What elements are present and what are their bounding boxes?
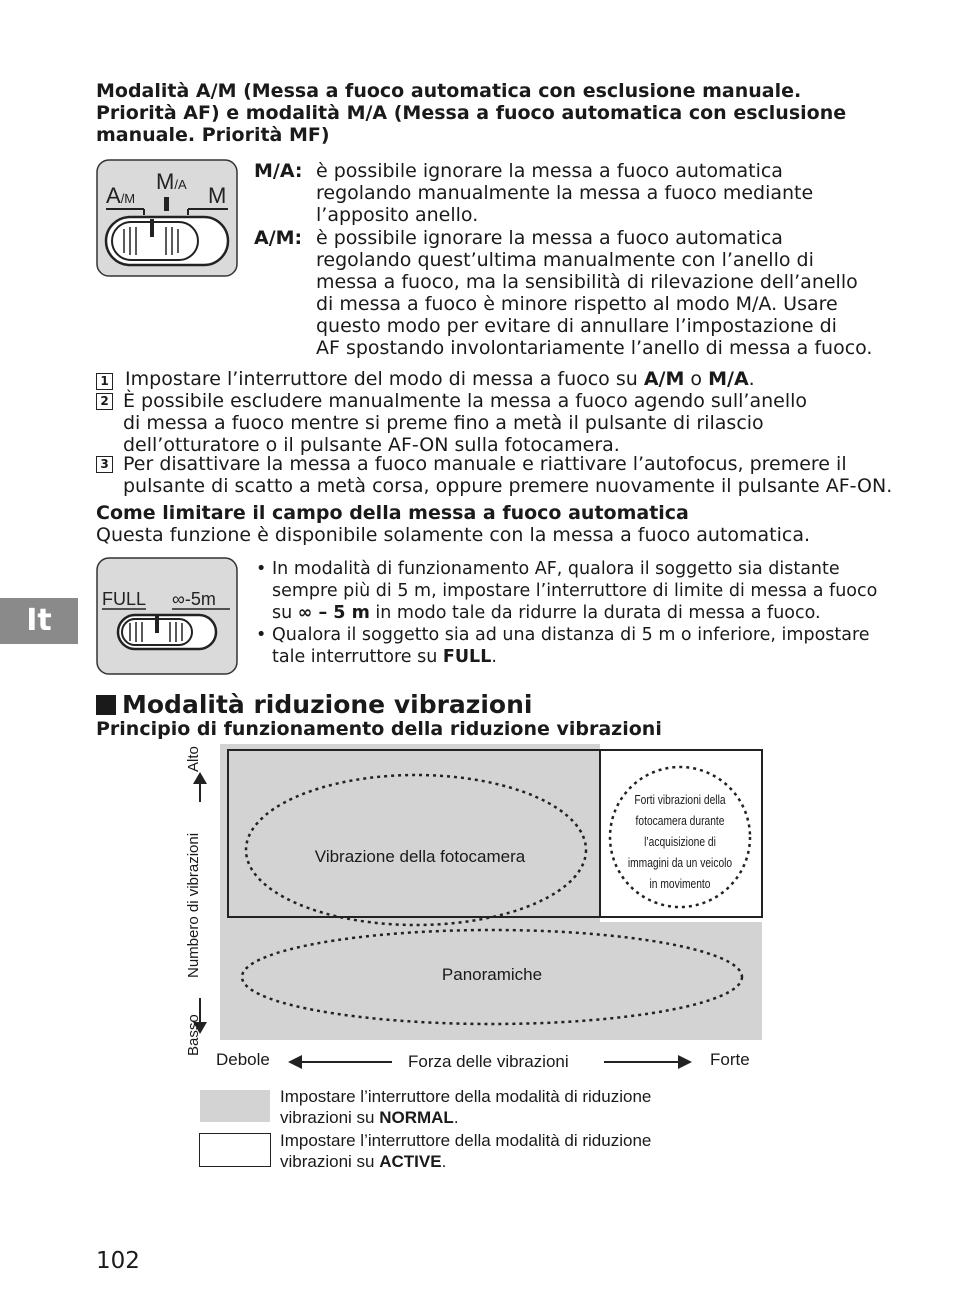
am-ma-heading: Modalità A/M (Messa a fuoco automatica con esclusione manuale. Priorità AF) e modalità M/A (Messa a fuoco automatica con esclusione manuale. Priorità MF): [96, 80, 847, 146]
page-number: 102: [96, 1248, 140, 1274]
focus-limit-bullets: [256, 558, 896, 668]
legend-active-swatch: [199, 1133, 271, 1167]
legend-normal-swatch: [200, 1090, 270, 1122]
svg-text:M: M: [208, 183, 227, 208]
square-bullet-icon: [96, 695, 116, 715]
svg-text:∞-5m: ∞-5m: [172, 589, 216, 609]
step-number: 2: [96, 393, 113, 410]
legend-normal-text: Impostare l’interruttore della modalità di riduzione vibrazioni su NORMAL.: [280, 1087, 652, 1127]
strong-vibration-label: Forti vibrazioni della fotocamera durante l’acquisizione di immagini da un veicolo in movimento: [627, 793, 733, 891]
bullet-icon: •: [256, 625, 267, 645]
x-axis-high-label: Forte: [710, 1050, 750, 1069]
step-number: 3: [96, 456, 113, 473]
bullet-item: • In modalità di funzionamento AF, qualora il soggetto sia distante sempre più di 5 m, impostare l’interruttore di limite di messa a fuoco su ∞ – 5 m in modo tale da ridurre la durata di messa a fuoco.: [256, 559, 878, 623]
step-2: 2 È possibile escludere manualmente la messa a fuoco agendo sull’anello di messa a fuoco mentre si preme fino a metà il pulsante di rilascio dell’otturatore o il pulsante AF-ON sulla fotocamera.: [96, 390, 896, 456]
vr-subtitle: Principio di funzionamento della riduzione vibrazioni: [96, 718, 662, 740]
focus-mode-switch-illustration: [96, 159, 238, 277]
y-axis-high-label: Alto: [185, 746, 202, 772]
vr-title: Modalità riduzione vibrazioni: [96, 690, 532, 720]
focus-limit-switch-illustration: [96, 557, 238, 675]
language-tab: It: [0, 598, 78, 644]
bullet-item: • Qualora il soggetto sia ad una distanza di 5 m o inferiore, impostare tale interruttore su FULL.: [256, 625, 870, 667]
focus-limit-subtitle: Questa funzione è disponibile solamente con la messa a fuoco automatica.: [96, 524, 811, 546]
step-3: 3 Per disattivare la messa a fuoco manuale e riattivare l’autofocus, premere il pulsante di scatto a metà corsa, oppure premere nuovamente il pulsante AF-ON.: [96, 453, 916, 497]
x-axis-low-label: Debole: [216, 1050, 270, 1069]
focus-limit-heading: Come limitare il campo della messa a fuoco automatica: [96, 502, 689, 524]
svg-text:M/A: M/A: [156, 169, 187, 194]
y-axis-label: Numbero di vibrazioni: [185, 832, 202, 978]
svg-text:FULL: FULL: [102, 589, 147, 609]
bullet-icon: •: [256, 559, 267, 579]
step-number: 1: [96, 373, 113, 390]
ma-definition: M/A: è possibile ignorare la messa a fuoco automatica regolando manualmente la messa a fuoco mediante l’apposito anello.: [254, 160, 814, 226]
legend-active-text: Impostare l’interruttore della modalità di riduzione vibrazioni su ACTIVE.: [280, 1131, 652, 1171]
step-1: 1 Impostare l’interruttore del modo di messa a fuoco su A/M o M/A.: [96, 368, 896, 390]
svg-text:A/M: A/M: [106, 183, 136, 208]
panning-label: Panoramiche: [441, 965, 543, 984]
camera-vibration-label: Vibrazione della fotocamera: [314, 847, 526, 866]
vr-diagram: [180, 740, 780, 1080]
am-definition: A/M: è possibile ignorare la messa a fuoco automatica regolando quest’ultima manualmente con l’anello di messa a fuoco, ma la sensibilità di rilevazione dell’anello di messa a fuoco è minore rispetto al modo M/A. Usare questo modo per evitare di annullare l’impostazione di AF spostando involontariamente l’anello di messa a fuoco.: [254, 227, 873, 359]
x-axis-label: Forza delle vibrazioni: [408, 1052, 569, 1071]
y-axis-low-label: Basso: [185, 1014, 202, 1056]
